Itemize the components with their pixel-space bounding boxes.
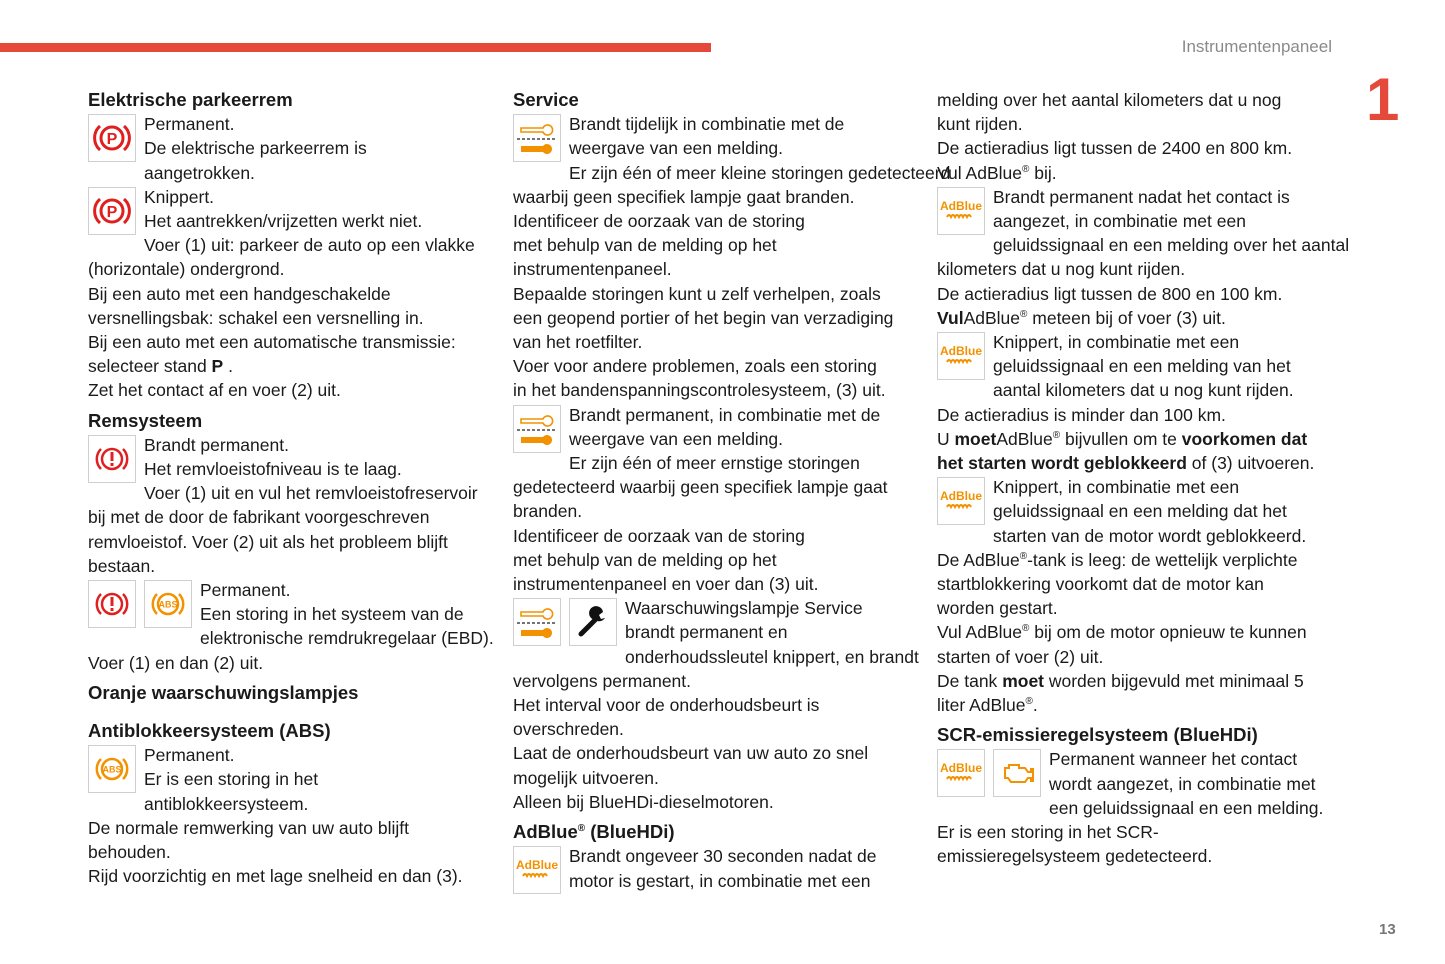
- text-line: [88, 792, 498, 816]
- text-run: Knippert, in combinatie met een: [993, 332, 1240, 353]
- warning-entry: [513, 596, 923, 814]
- warning-lamps: [937, 332, 985, 380]
- text-line: [937, 524, 1347, 548]
- section-heading: [88, 681, 498, 705]
- section-heading: [88, 409, 498, 433]
- column-3: [937, 88, 1350, 869]
- text-run: meteen bij of voer (3) uit.: [1027, 307, 1226, 328]
- text-line: [513, 306, 923, 330]
- bold-text: moet: [954, 428, 997, 449]
- warning-entry: [937, 475, 1347, 717]
- text-run: kunt rijden.: [937, 114, 1023, 135]
- text-run: De actieradius ligt tussen de 2400 en 800 km.: [937, 138, 1293, 159]
- text-run: met behulp van de melding op het: [513, 235, 777, 256]
- text-line: [513, 741, 923, 765]
- warning-entry: [937, 185, 1350, 330]
- text-line: [88, 185, 498, 209]
- text-line: [88, 743, 498, 767]
- warning-lamps: [88, 114, 136, 162]
- text-run: branden.: [513, 501, 583, 522]
- text-run: Antiblokkeersysteem (ABS): [88, 720, 331, 742]
- text-line: [88, 209, 498, 233]
- text-line: [937, 427, 1347, 451]
- text-run: Er zijn één of meer ernstige storingen: [569, 453, 860, 474]
- adblue-icon: [513, 846, 561, 894]
- text-line: [513, 869, 923, 893]
- text-line: [88, 354, 498, 378]
- warning-entry: [88, 433, 498, 578]
- section-heading: [513, 88, 923, 112]
- text-run: De actieradius is minder dan 100 km.: [937, 404, 1226, 425]
- running-title: Instrumentenpaneel: [1181, 37, 1332, 56]
- text-run: Brandt permanent nadat het contact is: [993, 186, 1290, 207]
- text-run: worden gestart.: [937, 598, 1058, 619]
- warning-entry: [937, 330, 1347, 475]
- text-line: [88, 651, 498, 675]
- warning-entry: [513, 844, 923, 892]
- svg-text:AdBlue: AdBlue: [940, 198, 982, 213]
- text-run: bij.: [1029, 162, 1057, 183]
- text-run: weergave van een melding.: [569, 138, 784, 159]
- text-run: starten van de motor wordt geblokkeerd.: [993, 525, 1307, 546]
- text-line: [937, 693, 1347, 717]
- text-line: [88, 378, 498, 402]
- text-run: mogelijk uitvoeren.: [513, 767, 659, 788]
- text-line: [88, 505, 498, 529]
- text-line: [937, 669, 1347, 693]
- text-run: geluidssignaal en een melding over het aantal: [993, 235, 1350, 256]
- text-run: onderhoudssleutel knippert, en brandt: [625, 646, 919, 667]
- text-run: motor is gestart, in combinatie met een: [569, 870, 871, 891]
- text-run: Het interval voor de onderhoudsbeurt is: [513, 695, 820, 716]
- text-line: [513, 645, 923, 669]
- text-line: [88, 257, 498, 281]
- warning-lamps: [513, 846, 561, 894]
- registered-mark: ®: [1019, 550, 1028, 562]
- text-line: [937, 257, 1347, 281]
- svg-text:P: P: [106, 131, 118, 149]
- text-line: [937, 136, 1347, 160]
- text-line: [513, 330, 923, 354]
- warning-entry: [513, 403, 923, 597]
- text-line: [88, 112, 498, 136]
- section-heading: [88, 719, 498, 743]
- section-heading: [88, 88, 498, 112]
- text-line: [937, 620, 1347, 644]
- text-line: [513, 282, 923, 306]
- text-line: [937, 596, 1347, 620]
- text-run: Laat de onderhoudsbeurt van uw auto zo snel: [513, 743, 869, 764]
- warning-lamps: [88, 435, 136, 483]
- text-line: [513, 209, 923, 233]
- text-line: [937, 796, 1347, 820]
- text-line: [88, 233, 498, 257]
- text-run: worden bijgevuld met minimaal 5: [1044, 670, 1304, 691]
- section-heading: [513, 820, 923, 844]
- registered-mark: ®: [1025, 696, 1033, 708]
- text-line: [937, 330, 1347, 354]
- text-run: Brandt permanent, in combinatie met de: [569, 404, 881, 425]
- text-run: Knippert, in combinatie met een: [993, 477, 1240, 498]
- text-run: Het remvloeistofniveau is te laag.: [144, 459, 402, 480]
- text-run: aangezet, in combinatie met een: [993, 211, 1246, 232]
- text-line: [88, 457, 498, 481]
- text-line: [513, 693, 923, 717]
- text-line: [88, 554, 498, 578]
- brake-warning-icon: [88, 435, 136, 483]
- chapter-number: 1: [1366, 66, 1400, 133]
- text-line: [937, 844, 1347, 868]
- service-icon: [513, 405, 561, 453]
- text-run: .: [1032, 695, 1038, 716]
- text-line: [937, 499, 1347, 523]
- text-line: [513, 257, 923, 281]
- text-run: AdBlue: [513, 821, 578, 843]
- bold-text: voorkomen dat: [1181, 428, 1308, 449]
- text-line: [937, 820, 1347, 844]
- text-run: antiblokkeersysteem.: [144, 793, 309, 814]
- warning-entry: [937, 747, 1347, 868]
- text-line: [937, 209, 1347, 233]
- abs-icon: [144, 580, 192, 628]
- warning-lamps: [88, 745, 136, 793]
- text-run: De normale remwerking van uw auto blijft: [88, 817, 409, 838]
- text-line: [513, 185, 923, 209]
- text-run: kilometers dat u nog kunt rijden.: [937, 259, 1186, 280]
- text-run: Voer (1) uit en vul het remvloeistofreservoir: [144, 483, 478, 504]
- text-line: [88, 764, 498, 791]
- text-run: Het aantrekken/vrijzetten werkt niet.: [144, 211, 423, 232]
- bold-text: P: [211, 356, 224, 377]
- text-line: [513, 790, 923, 814]
- svg-text:AdBlue: AdBlue: [940, 489, 982, 504]
- text-line: [937, 645, 1347, 669]
- service-icon: [513, 114, 561, 162]
- text-run: Bij een auto met een automatische transmissie:: [88, 332, 456, 353]
- text-run: Service: [513, 89, 579, 110]
- text-line: [937, 306, 1347, 330]
- text-line: [937, 282, 1347, 306]
- adblue-icon: [937, 332, 985, 380]
- text-run: behouden.: [88, 842, 171, 863]
- text-line: [513, 844, 923, 868]
- text-line: [937, 572, 1347, 596]
- text-run: Identificeer de oorzaak van de storing: [513, 211, 805, 232]
- warning-lamps: [937, 477, 985, 525]
- text-run: bij met de door de fabrikant voorgeschreven: [88, 507, 430, 528]
- text-line: [88, 330, 498, 354]
- warning-lamps: [513, 598, 617, 646]
- text-run: Er is een storing in het: [144, 769, 319, 790]
- text-run: Een storing in het systeem van de: [200, 604, 464, 625]
- text-line: [513, 136, 923, 160]
- text-line: [937, 475, 1347, 499]
- text-run: Permanent.: [200, 580, 291, 601]
- text-line: [513, 403, 923, 427]
- text-run: een geluidssignaal en een melding.: [1049, 797, 1324, 818]
- svg-text:ABS: ABS: [102, 764, 122, 775]
- text-run: wordt aangezet, in combinatie met: [1049, 773, 1316, 794]
- text-run: Permanent wanneer het contact: [1049, 749, 1298, 770]
- warning-lamps: [513, 114, 561, 162]
- text-line: [88, 306, 498, 330]
- text-run: liter AdBlue: [937, 695, 1026, 716]
- text-line: [88, 840, 498, 864]
- text-run: gedetecteerd waarbij geen specifiek lampje gaat: [513, 477, 888, 498]
- text-line: [937, 233, 1350, 257]
- svg-text:AdBlue: AdBlue: [940, 761, 982, 776]
- text-run: aangetrokken.: [144, 162, 255, 183]
- text-run: startblokkering voorkomt dat de motor kan: [937, 574, 1264, 595]
- text-line: [88, 433, 498, 457]
- text-run: Bij een auto met een handgeschakelde: [88, 283, 391, 304]
- text-run: of (3) uitvoeren.: [1186, 453, 1315, 474]
- text-run: Brandt permanent.: [144, 434, 289, 455]
- text-run: geluidssignaal en een melding dat het: [993, 501, 1287, 522]
- wrench-icon: [569, 598, 617, 646]
- registered-mark: ®: [577, 823, 586, 835]
- text-run: remvloeistof. Voer (2) uit als het probleem blijft: [88, 531, 448, 552]
- text-line: [937, 88, 1347, 112]
- warning-entry: [937, 88, 1347, 185]
- text-run: Vul AdBlue: [937, 622, 1022, 643]
- text-run: geluidssignaal en een melding van het: [993, 356, 1291, 377]
- text-line: [513, 572, 923, 596]
- text-run: Oranje waarschuwingslampjes: [88, 681, 359, 703]
- text-line: [88, 161, 498, 185]
- bold-text: moet: [1002, 670, 1044, 691]
- text-run: instrumentenpaneel en voer dan (3) uit.: [513, 574, 819, 595]
- text-line: [513, 766, 923, 790]
- text-run: brandt permanent en: [625, 622, 788, 643]
- engine-icon: [993, 749, 1041, 797]
- text-run: overschreden.: [513, 719, 624, 740]
- text-run: bij om de motor opnieuw te kunnen: [1029, 622, 1307, 643]
- warning-entry: [88, 112, 498, 185]
- text-run: elektronische remdrukregelaar (EBD).: [200, 628, 494, 649]
- warning-entry: [88, 578, 498, 675]
- text-run: Er zijn één of meer kleine storingen gedetecteerd: [569, 162, 951, 183]
- text-run: Zet het contact af en voer (2) uit.: [88, 380, 341, 401]
- text-line: [88, 481, 498, 505]
- text-run: (horizontale) ondergrond.: [88, 259, 285, 280]
- registered-mark: ®: [1052, 429, 1061, 441]
- page-number: 13: [1379, 921, 1396, 938]
- text-run: vervolgens permanent.: [513, 670, 692, 691]
- parking-brake-icon: [88, 114, 136, 162]
- text-line: [937, 451, 1347, 475]
- warning-entry: [88, 185, 498, 403]
- text-run: De AdBlue: [937, 549, 1020, 570]
- text-run: waarbij geen specifiek lampje gaat branden.: [513, 186, 855, 207]
- text-line: [937, 161, 1347, 185]
- text-line: [88, 282, 498, 306]
- text-run: Brandt tijdelijk in combinatie met de: [569, 114, 845, 135]
- text-line: [513, 524, 923, 548]
- text-line: [513, 233, 923, 257]
- text-line: [88, 530, 498, 554]
- text-run: Vul AdBlue: [937, 162, 1022, 183]
- text-line: [88, 626, 498, 650]
- text-line: [513, 548, 923, 572]
- warning-lamps: [937, 749, 1041, 797]
- text-run: bestaan.: [88, 555, 156, 576]
- text-line: [513, 451, 923, 475]
- accent-bar: [0, 43, 711, 52]
- text-line: [88, 816, 498, 840]
- text-run: Bepaalde storingen kunt u zelf verhelpen, zoals: [513, 283, 881, 304]
- text-run: -tank is leeg: de wettelijk verplichte: [1027, 549, 1298, 570]
- bold-text: het starten wordt geblokkeerd: [937, 453, 1187, 474]
- svg-text:AdBlue: AdBlue: [516, 858, 558, 873]
- text-run: starten of voer (2) uit.: [937, 646, 1104, 667]
- text-line: [937, 112, 1347, 136]
- text-run: Alleen bij BlueHDi-dieselmotoren.: [513, 791, 774, 812]
- registered-mark: ®: [1021, 163, 1030, 175]
- text-line: [937, 185, 1347, 209]
- text-run: aantal kilometers dat u nog kunt rijden.: [993, 380, 1294, 401]
- text-run: Permanent.: [144, 745, 235, 766]
- text-line: [513, 354, 923, 378]
- text-line: [513, 475, 923, 499]
- service-icon: [513, 598, 561, 646]
- warning-entry: [88, 743, 498, 888]
- text-run: De actieradius ligt tussen de 800 en 100 km.: [937, 283, 1283, 304]
- text-line: [513, 717, 923, 741]
- bold-text: Vul: [937, 307, 964, 328]
- warning-lamps: [88, 187, 136, 235]
- text-run: in het bandenspanningscontrolesysteem, (3) uit.: [513, 380, 886, 401]
- brake-warning-icon: [88, 580, 136, 628]
- registered-mark: ®: [1020, 308, 1028, 320]
- text-run: versnellingsbak: schakel een versnelling in.: [88, 307, 424, 328]
- text-run: De elektrische parkeerrem is: [144, 138, 367, 159]
- text-line: [513, 161, 951, 185]
- text-line: [88, 864, 498, 888]
- text-line: [513, 427, 923, 451]
- svg-text:P: P: [106, 203, 118, 221]
- svg-text:ABS: ABS: [158, 599, 178, 610]
- text-run: Voer (1) en dan (2) uit.: [88, 652, 264, 673]
- text-run: Brandt ongeveer 30 seconden nadat de: [569, 846, 877, 867]
- text-line: [937, 378, 1347, 402]
- text-run: Permanent.: [144, 114, 235, 135]
- text-run: emissieregelsysteem gedetecteerd.: [937, 846, 1213, 867]
- text-run: SCR-emissieregelsysteem (BlueHDi): [937, 724, 1258, 746]
- text-line: [513, 378, 923, 402]
- text-line: [513, 669, 923, 693]
- column-1: [88, 88, 498, 889]
- text-run: weergave van een melding.: [569, 428, 784, 449]
- text-run: Voer (1) uit: parkeer de auto op een vlakke: [144, 235, 475, 256]
- text-run: Knippert.: [144, 186, 215, 207]
- warning-lamps: [937, 187, 985, 235]
- text-run: U: [937, 428, 955, 449]
- text-run: (BlueHDi): [585, 821, 675, 843]
- text-run: .: [223, 356, 233, 377]
- text-run: Voer voor andere problemen, zoals een storing: [513, 356, 877, 377]
- text-line: [937, 403, 1347, 427]
- adblue-icon: [937, 749, 985, 797]
- text-run: AdBlue: [996, 428, 1053, 449]
- text-run: Remsysteem: [88, 409, 203, 431]
- text-run: instrumentenpaneel.: [513, 259, 672, 280]
- text-run: Er is een storing in het SCR-: [937, 822, 1159, 843]
- text-run: een geopend portier of het begin van verzadiging: [513, 307, 894, 328]
- text-run: AdBlue: [963, 307, 1021, 328]
- text-run: bijvullen om te: [1060, 428, 1182, 449]
- text-run: Elektrische parkeerrem: [88, 89, 293, 110]
- adblue-icon: [937, 477, 985, 525]
- text-line: [937, 354, 1347, 378]
- text-run: met behulp van de melding op het: [513, 549, 777, 570]
- registered-mark: ®: [1021, 623, 1030, 635]
- text-line: [513, 499, 923, 523]
- text-run: selecteer stand: [88, 356, 212, 377]
- svg-text:AdBlue: AdBlue: [940, 344, 982, 359]
- text-run: van het roetfilter.: [513, 332, 643, 353]
- section-heading: [937, 723, 1347, 747]
- warning-lamps: [513, 405, 561, 453]
- warning-lamps: [88, 580, 192, 628]
- text-run: Waarschuwingslampje Service: [625, 598, 863, 619]
- parking-brake-icon: [88, 187, 136, 235]
- text-line: [513, 112, 923, 136]
- text-line: [88, 136, 498, 160]
- text-run: De tank: [937, 670, 1003, 691]
- text-run: Identificeer de oorzaak van de storing: [513, 525, 805, 546]
- adblue-icon: [937, 187, 985, 235]
- text-line: [937, 548, 1347, 572]
- text-run: Rijd voorzichtig en met lage snelheid en dan (3).: [88, 866, 463, 887]
- abs-icon: [88, 745, 136, 793]
- text-run: melding over het aantal kilometers dat u nog: [937, 90, 1282, 110]
